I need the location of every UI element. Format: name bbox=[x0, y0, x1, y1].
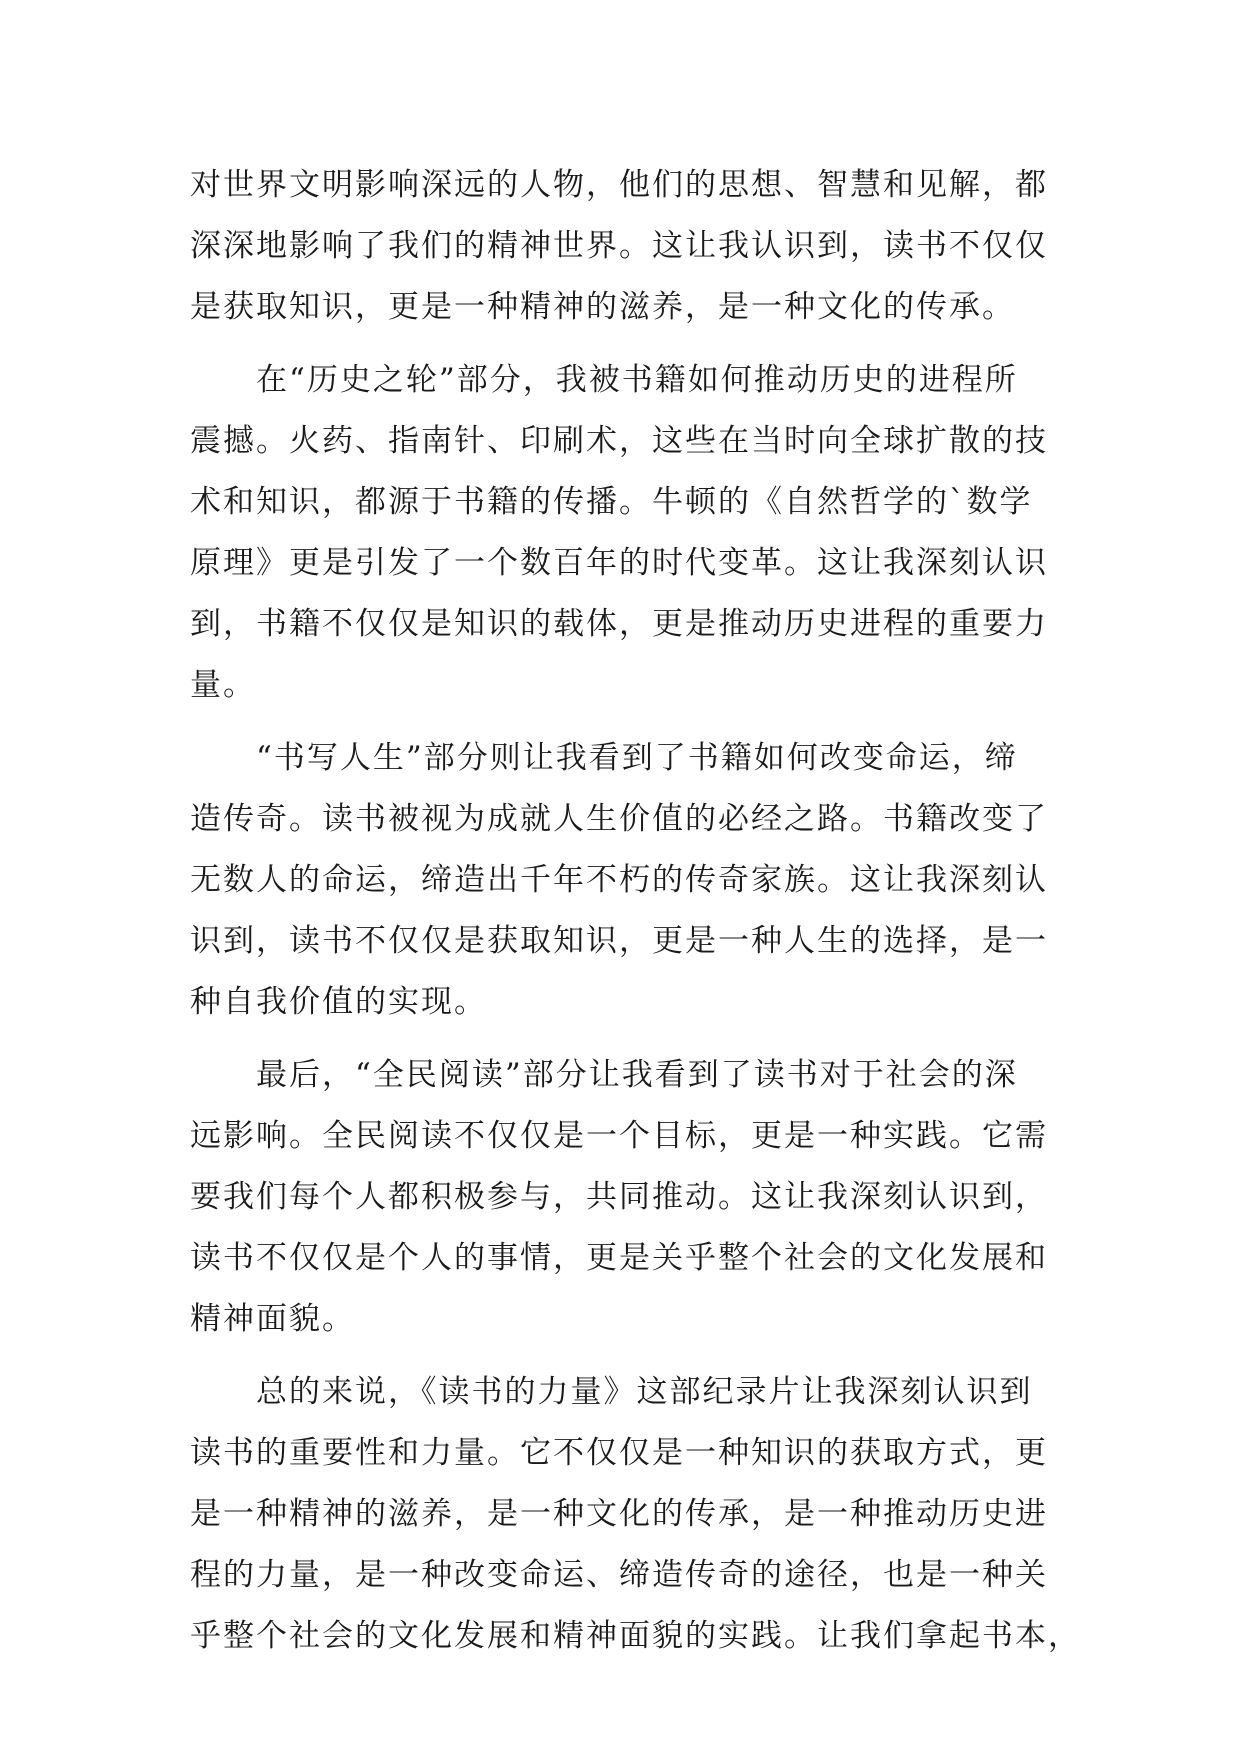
text-line: 量。 bbox=[190, 667, 256, 703]
document-body bbox=[190, 155, 1081, 1667]
text-line: 乎整个社会的文化发展和精神面貌的实践。让我们拿起书本， bbox=[190, 1618, 1081, 1654]
text-line: 是获取知识，更是一种精神的滋养，是一种文化的传承。 bbox=[190, 289, 1015, 325]
text-line: 对世界文明影响深远的人物，他们的思想、智慧和见解，都 bbox=[190, 167, 1048, 203]
text-line: 在“历史之轮”部分，我被书籍如何推动历史的进程所 bbox=[190, 362, 1018, 398]
paragraph-2 bbox=[190, 350, 1050, 716]
paragraph-5 bbox=[190, 1362, 1081, 1667]
text-line: 要我们每个人都积极参与，共同推动。这让我深刻认识到， bbox=[190, 1179, 1048, 1215]
paragraph-gap bbox=[190, 1033, 1050, 1045]
paragraph-gap bbox=[190, 716, 1050, 728]
paragraph-gap bbox=[190, 1350, 1050, 1362]
text-line: 震撼。火药、指南针、印刷术，这些在当时向全球扩散的技 bbox=[190, 423, 1048, 459]
text-line: 无数人的命运，缔造出千年不朽的传奇家族。这让我深刻认 bbox=[190, 862, 1048, 898]
text-line: “书写人生”部分则让我看到了书籍如何改变命运，缔 bbox=[190, 740, 1018, 776]
text-line: 精神面貌。 bbox=[190, 1301, 355, 1337]
text-line: 读书不仅仅是个人的事情，更是关乎整个社会的文化发展和 bbox=[190, 1240, 1048, 1276]
paragraph-4 bbox=[190, 1045, 1050, 1350]
text-line: 识到，读书不仅仅是获取知识，更是一种人生的选择，是一 bbox=[190, 923, 1048, 959]
paragraph-3 bbox=[190, 728, 1050, 1033]
text-line: 深深地影响了我们的精神世界。这让我认识到，读书不仅仅 bbox=[190, 228, 1048, 264]
text-line: 种自我价值的实现。 bbox=[190, 984, 487, 1020]
text-line: 读书的重要性和力量。它不仅仅是一种知识的获取方式，更 bbox=[190, 1435, 1048, 1471]
text-line: 是一种精神的滋养，是一种文化的传承，是一种推动历史进 bbox=[190, 1496, 1048, 1532]
text-line: 原理》更是引发了一个数百年的时代变革。这让我深刻认识 bbox=[190, 545, 1048, 581]
text-line: 术和知识，都源于书籍的传播。牛顿的《自然哲学的`数学 bbox=[190, 484, 1033, 520]
paragraph-1 bbox=[190, 155, 1050, 338]
text-line: 到，书籍不仅仅是知识的载体，更是推动历史进程的重要力 bbox=[190, 606, 1048, 642]
text-line: 总的来说，《读书的力量》这部纪录片让我深刻认识到 bbox=[190, 1374, 1033, 1410]
text-line: 造传奇。读书被视为成就人生价值的必经之路。书籍改变了 bbox=[190, 801, 1048, 837]
text-line: 程的力量，是一种改变命运、缔造传奇的途径，也是一种关 bbox=[190, 1557, 1048, 1593]
text-line: 最后，“全民阅读”部分让我看到了读书对于社会的深 bbox=[190, 1057, 1018, 1093]
paragraph-gap bbox=[190, 338, 1050, 350]
text-line: 远影响。全民阅读不仅仅是一个目标，更是一种实践。它需 bbox=[190, 1118, 1048, 1154]
